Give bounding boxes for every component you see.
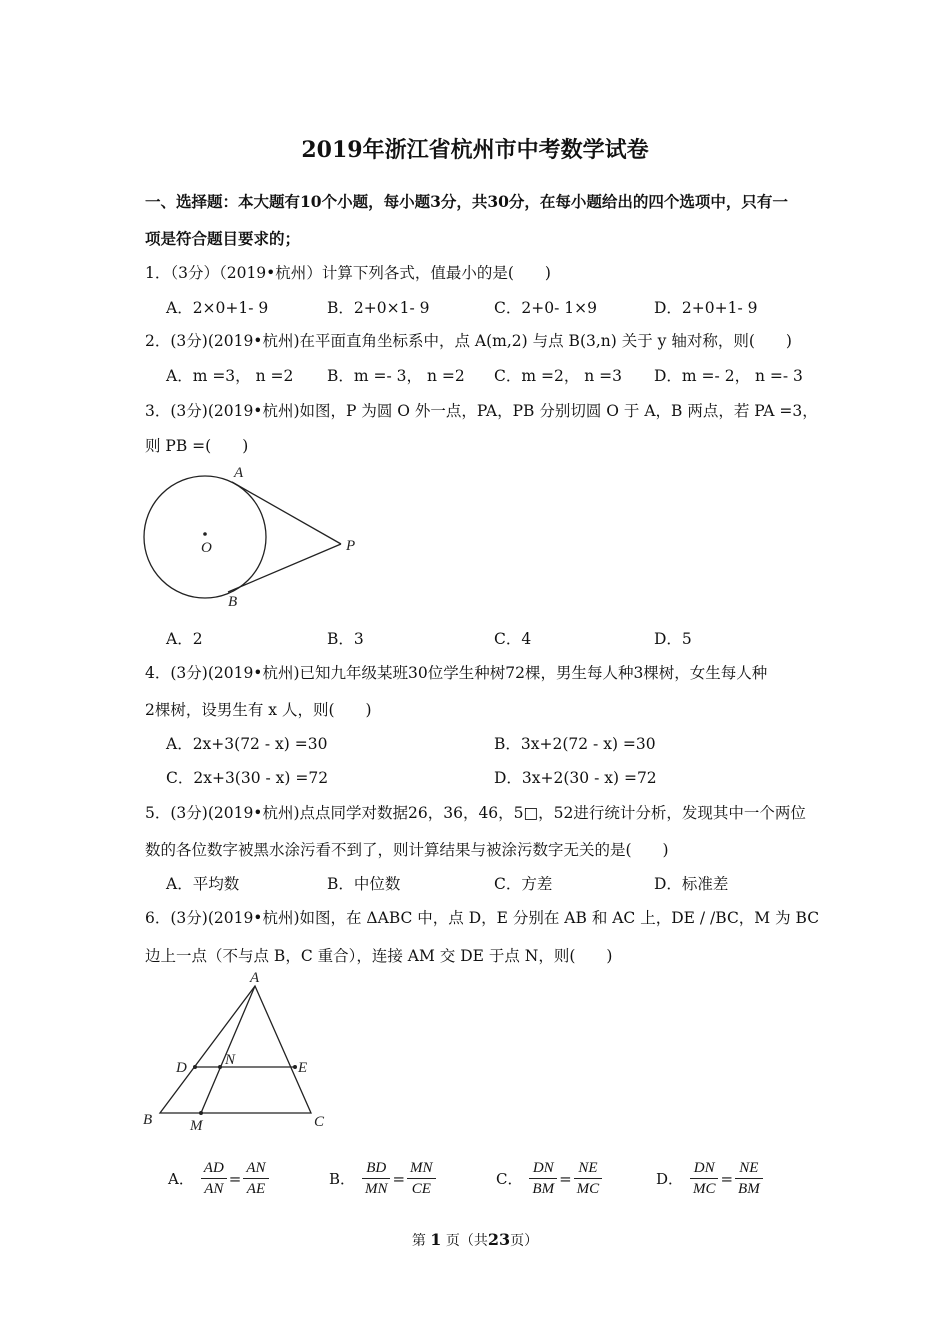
label-m: M (190, 1118, 203, 1133)
question-1-option-c: C．2+0- 1×9 (494, 299, 597, 317)
fraction-left (201, 1158, 227, 1199)
question-5-option-b: B．中位数 (327, 875, 401, 893)
question-4-option-a: A．2x+3(72 - x) =30 (166, 735, 328, 753)
tangent-pa (232, 482, 341, 544)
question-5-option-c: C．方差 (494, 875, 553, 893)
question-6-option-c: C． $\frac{DN}{BM}$ = $\frac{NE}{MC}$ (494, 1158, 602, 1199)
question-6-stem-line-1: 6．(3分)(2019•杭州)如图，在 ΔABC 中，点 D，E 分别在 AB 和 AC 上，DE / /BC，M 为 BC (145, 909, 820, 927)
label-a: A (250, 970, 260, 986)
option-label: D． (656, 1170, 684, 1188)
question-1-stem: 1．（3分）（2019•杭州）计算下列各式，值最小的是( ) (145, 264, 551, 282)
question-2-stem: 2．(3分)(2019•杭州)在平面直角坐标系中，点 A(m,2) 与点 B(3,n) 关于 y 轴对称，则( ) (145, 332, 792, 350)
numerator: MN (407, 1158, 436, 1179)
question-2-option-d: D．m =- 2， n =- 3 (654, 367, 803, 385)
page-footer (0, 1230, 950, 1250)
question-4-option-d: D．3x+2(30 - x) =72 (494, 769, 657, 787)
question-4-option-c: C．2x+3(30 - x) =72 (166, 769, 329, 787)
numerator: NE (735, 1158, 763, 1179)
fraction-left (529, 1158, 557, 1199)
option-label: A． (168, 1170, 194, 1188)
section-heading-line-2: 项是符合题目要求的； (145, 229, 301, 248)
label-b: B (143, 1112, 153, 1128)
numerator: AN (243, 1158, 268, 1179)
numerator: DN (529, 1158, 557, 1179)
label-n: N (225, 1052, 236, 1068)
fraction-right (407, 1158, 436, 1199)
question-4-stem-line-1: 4．(3分)(2019•杭州)已知九年级某班30位学生种树72棵，男生每人种3棵树，女生每人种 (145, 664, 768, 682)
question-1-option-a: A．2×0+1- 9 (166, 299, 269, 317)
fraction-right (243, 1158, 268, 1199)
denominator: MC (692, 1181, 716, 1197)
numerator: NE (574, 1158, 603, 1179)
footer-page-number: 1 (430, 1230, 442, 1249)
question-3-option-d: D．5 (654, 630, 692, 648)
option-label: B． (329, 1170, 356, 1188)
question-3-stem-line-1: 3．(3分)(2019•杭州)如图，P 为圆 O 外一点，PA，PB 分别切圆 O 于 A，B 两点，若 PA =3， (145, 402, 818, 420)
question-5-option-a: A．平均数 (166, 875, 240, 893)
point-d (193, 1065, 197, 1069)
question-6-option-d: D． $\frac{DN}{MC}$ = $\frac{NE}{BM}$ (654, 1158, 763, 1199)
question-3-option-a: A．2 (166, 630, 203, 648)
question-2-option-b: B．m =- 3， n =2 (327, 367, 465, 385)
fraction-right (574, 1158, 603, 1199)
question-6-stem-line-2: 边上一点（不与点 B，C 重合），连接 AM 交 DE 于点 N，则( ) (145, 947, 613, 965)
fraction-left (362, 1158, 391, 1199)
footer-suffix: 页） (510, 1233, 539, 1249)
label-a: A (234, 465, 244, 481)
question-1-option-d: D．2+0+1- 9 (654, 299, 758, 317)
circle-o (144, 476, 266, 598)
section-heading-line-1: 一、选择题：本大题有10个小题，每小题3分，共30分，在每小题给出的四个选项中，只有一 (145, 192, 788, 211)
footer-middle: 页（共 (445, 1233, 488, 1249)
point-m (199, 1111, 203, 1115)
question-4-option-b: B．3x+2(72 - x) =30 (494, 735, 656, 753)
numerator: BD (362, 1158, 391, 1179)
denominator: MN (364, 1181, 388, 1197)
label-d: D (176, 1060, 187, 1076)
segment-am (201, 986, 255, 1113)
denominator: BM (738, 1181, 760, 1197)
question-5-stem-line-1: 5．(3分)(2019•杭州)点点同学对数据26，36，46，5□，52进行统计分析，发现其中一个两位 (145, 804, 806, 822)
label-p: P (346, 538, 356, 554)
center-point-o (203, 532, 207, 536)
point-e (293, 1065, 297, 1069)
denominator: AE (246, 1181, 266, 1197)
fraction-right (735, 1158, 763, 1199)
label-o: O (201, 540, 212, 556)
question-4-stem-line-2: 2棵树，设男生有 x 人，则( ) (145, 701, 372, 719)
denominator: AN (204, 1181, 224, 1197)
question-3-option-b: B．3 (327, 630, 364, 648)
question-1-option-b: B．2+0×1- 9 (327, 299, 430, 317)
numerator: AD (201, 1158, 227, 1179)
page-title: 2019年浙江省杭州市中考数学试卷 (301, 137, 649, 163)
option-label: C． (496, 1170, 523, 1188)
denominator: CE (411, 1181, 431, 1197)
triangle-abc (160, 986, 311, 1113)
question-2-option-c: C．m =2， n =3 (494, 367, 623, 385)
question-3-option-c: C．4 (494, 630, 532, 648)
question-5-option-d: D．标准差 (654, 875, 729, 893)
footer-prefix: 第 (411, 1233, 426, 1249)
label-c: C (314, 1114, 325, 1130)
fraction-left (690, 1158, 719, 1199)
tangent-pb (228, 544, 341, 592)
question-3-figure-tangent-circle (138, 460, 368, 610)
question-6-option-b: B． $\frac{BD}{MN}$ = $\frac{MN}{CE}$ (327, 1158, 436, 1199)
denominator: BM (532, 1181, 555, 1197)
numerator: DN (690, 1158, 719, 1179)
label-e: E (298, 1060, 308, 1076)
question-6-figure-triangle (138, 968, 338, 1133)
question-2-option-a: A．m =3， n =2 (166, 367, 294, 385)
label-b: B (228, 594, 238, 610)
question-5-stem-line-2: 数的各位数字被黑水涂污看不到了，则计算结果与被涂污数字无关的是( ) (145, 841, 669, 859)
question-6-option-a: A． $\frac{AD}{AN}$ = $\frac{AN}{AE}$ (166, 1158, 269, 1199)
footer-total-pages: 23 (487, 1230, 511, 1249)
point-n (218, 1065, 222, 1069)
denominator: MC (576, 1181, 600, 1197)
question-3-stem-line-2: 则 PB =( ) (145, 437, 249, 455)
